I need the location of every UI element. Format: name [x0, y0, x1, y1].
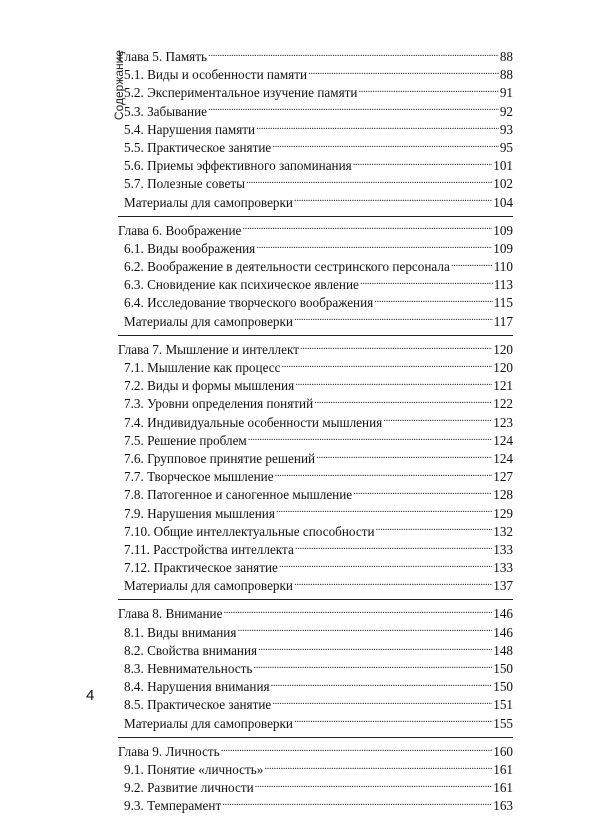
dot-leader — [279, 559, 492, 572]
toc-entry-title: 7.1. Мышление как процесс — [124, 360, 281, 375]
toc-entry[interactable] — [118, 175, 513, 193]
toc-entry-page: 128 — [493, 487, 513, 503]
dot-leader — [295, 541, 492, 554]
dot-leader — [294, 715, 492, 728]
dot-leader — [242, 222, 492, 235]
toc-entry-title: 5.1. Виды и особенности памяти — [124, 67, 308, 83]
dot-leader — [264, 761, 492, 774]
toc-entry-title: 7.5. Решение проблем — [124, 432, 247, 448]
dot-leader — [316, 450, 492, 463]
dot-leader — [237, 624, 492, 637]
toc-entry-title: 8.2. Свойства внимания — [124, 642, 258, 658]
toc-entry-page: 161 — [493, 780, 513, 796]
toc-chapter-heading[interactable] — [118, 605, 513, 623]
toc-entry-title: 7.2. Виды и формы мышления — [124, 378, 295, 394]
toc-entry[interactable] — [118, 761, 513, 779]
toc-entry[interactable] — [118, 559, 513, 577]
toc-entry-page: 109 — [493, 222, 513, 238]
dot-leader — [353, 486, 492, 499]
toc-entry-title: Глава 9. Личность — [118, 743, 220, 759]
toc-entry-page: 124 — [493, 432, 513, 448]
dot-leader — [360, 276, 493, 289]
dot-leader — [275, 468, 493, 481]
toc-entry-title: 8.4. Нарушения внимания — [124, 679, 270, 695]
toc-entry-title: Глава 6. Воображение — [118, 222, 242, 238]
toc-entry-page: 88 — [499, 49, 513, 64]
toc-entry[interactable] — [118, 577, 513, 595]
toc-entry-page: 93 — [499, 121, 513, 137]
toc-entry[interactable] — [118, 294, 513, 312]
dot-leader — [246, 175, 492, 188]
toc-entry-page: 133 — [493, 560, 513, 576]
toc-entry-title: 9.2. Развитие личности — [124, 780, 254, 796]
toc-entry-page: 110 — [493, 259, 513, 275]
dot-leader — [208, 103, 499, 116]
dot-leader — [271, 678, 493, 691]
dot-leader — [300, 341, 492, 354]
toc-entry-title: 5.2. Экспериментальное изучение памяти — [124, 85, 358, 101]
toc-entry[interactable] — [118, 121, 513, 139]
toc-entry[interactable] — [118, 139, 513, 157]
toc-entry-title: 5.3. Забывание — [124, 103, 207, 119]
dot-leader — [358, 84, 498, 97]
toc-entry[interactable] — [118, 157, 513, 175]
toc-entry-page: 109 — [493, 240, 513, 256]
toc-entry-page: 132 — [493, 523, 513, 539]
running-section-title: Содержание — [112, 49, 127, 121]
toc-entry-title: Материалы для самопроверки — [124, 715, 293, 731]
dot-leader — [208, 48, 499, 61]
toc-entry-page: 88 — [499, 67, 513, 83]
dot-leader — [374, 294, 492, 307]
toc-entry-page: 91 — [499, 85, 513, 101]
toc-entry[interactable] — [118, 715, 513, 733]
toc-entry[interactable] — [118, 642, 513, 660]
toc-chapter-heading[interactable] — [118, 341, 513, 359]
toc-entry[interactable] — [118, 624, 513, 642]
toc-entry-title: 6.4. Исследование творческого воображения — [124, 295, 374, 311]
toc-entry-page: 115 — [493, 295, 513, 311]
dot-leader — [294, 194, 492, 207]
page-number: 4 — [86, 687, 95, 704]
toc-entry-page: 102 — [493, 176, 513, 192]
toc-entry-page: 161 — [493, 761, 513, 777]
toc-entry-page: 155 — [493, 715, 513, 731]
toc-entry-page: 150 — [493, 679, 513, 695]
toc-chapter — [118, 335, 513, 600]
toc-entry[interactable] — [118, 194, 513, 212]
toc-entry-title: 7.4. Индивидуальные особенности мышления — [124, 414, 383, 430]
dot-leader — [255, 779, 493, 792]
dot-leader — [383, 414, 492, 427]
dot-leader — [222, 797, 492, 810]
dot-leader — [294, 577, 492, 590]
toc-entry-title: Материалы для самопроверки — [124, 578, 293, 594]
toc-entry-title: Глава 8. Внимание — [118, 606, 223, 622]
toc-entry-page: 95 — [499, 139, 513, 155]
toc-entry[interactable] — [118, 541, 513, 559]
toc-entry[interactable] — [118, 797, 513, 815]
toc-entry-title: 6.3. Сновидение как психическое явление — [124, 277, 359, 293]
toc-entry[interactable] — [118, 696, 513, 714]
toc-entry-page: 151 — [493, 697, 513, 713]
toc-entry[interactable] — [118, 779, 513, 797]
toc-entry-title: 5.6. Приемы эффективного запоминания — [124, 158, 352, 174]
toc-entry-page: 148 — [493, 642, 513, 658]
toc-entry-page: 160 — [493, 743, 513, 759]
toc-entry-page: 146 — [493, 624, 513, 640]
toc-entry[interactable] — [118, 395, 513, 413]
toc-entry-page: 121 — [493, 378, 513, 394]
toc-entry-page: 92 — [499, 103, 513, 119]
dot-leader — [248, 432, 492, 445]
toc-entry-title: Глава 5. Память — [118, 49, 208, 64]
toc-entry-title: 9.1. Понятие «личность» — [124, 761, 264, 777]
toc-entry[interactable] — [118, 523, 513, 541]
toc-entry[interactable] — [118, 377, 513, 395]
toc-entry-title: 7.12. Практическое занятие — [124, 560, 278, 576]
toc-entry-page: 113 — [493, 277, 513, 293]
toc-entry-title: 8.3. Невнимательность — [124, 661, 253, 676]
dot-leader — [272, 696, 492, 709]
toc-entry[interactable] — [118, 103, 513, 121]
toc-entry[interactable] — [118, 313, 513, 331]
toc-entry-title: 9.3. Темперамент — [124, 798, 222, 814]
dot-leader — [256, 121, 499, 134]
toc-entry-page: 146 — [493, 606, 513, 622]
dot-leader — [256, 240, 492, 253]
toc-entry-title: 8.1. Виды внимания — [124, 624, 237, 640]
toc-entry[interactable] — [118, 276, 513, 294]
dot-leader — [272, 139, 499, 152]
toc-entry-page: 137 — [493, 578, 513, 594]
toc-entry-title: 8.5. Практическое занятие — [124, 697, 272, 713]
toc-entry[interactable] — [118, 505, 513, 523]
toc-chapter — [118, 216, 513, 335]
dot-leader — [223, 605, 492, 618]
toc-chapter-heading[interactable] — [118, 48, 513, 66]
toc-entry-title: 7.3. Уровни определения понятий — [124, 396, 314, 412]
toc-entry-page: 129 — [493, 505, 513, 521]
toc-entry[interactable] — [118, 486, 513, 504]
toc-entry-page: 104 — [493, 194, 513, 210]
toc-entry[interactable] — [118, 450, 513, 468]
dot-leader — [221, 743, 493, 756]
toc-chapter — [118, 737, 513, 820]
table-of-contents — [118, 48, 513, 820]
dot-leader — [376, 523, 493, 536]
toc-entry[interactable] — [118, 84, 513, 102]
toc-entry-title: 6.1. Виды воображения — [124, 240, 256, 256]
toc-entry[interactable] — [118, 66, 513, 84]
toc-entry-title: 7.9. Нарушения мышления — [124, 505, 275, 521]
toc-entry-page: 101 — [493, 158, 513, 174]
dot-leader — [276, 505, 492, 518]
toc-entry[interactable] — [118, 660, 513, 678]
toc-entry[interactable] — [118, 432, 513, 450]
toc-entry-page: 120 — [493, 341, 513, 357]
toc-entry-title: 7.11. Расстройства интеллекта — [124, 541, 294, 557]
toc-entry-page: 163 — [493, 798, 513, 814]
dot-leader — [294, 313, 493, 326]
toc-chapter-heading[interactable] — [118, 743, 513, 761]
toc-entry-page: 150 — [493, 661, 513, 676]
toc-chapter — [118, 48, 513, 216]
toc-entry-title: 5.4. Нарушения памяти — [124, 121, 256, 137]
toc-entry-page: 123 — [493, 414, 513, 430]
dot-leader — [308, 66, 499, 79]
toc-entry-page: 124 — [493, 450, 513, 466]
dot-leader — [451, 258, 493, 271]
toc-entry-title: Глава 7. Мышление и интеллект — [118, 341, 299, 357]
toc-entry[interactable] — [118, 359, 513, 377]
toc-entry[interactable] — [118, 258, 513, 276]
toc-entry-page: 133 — [493, 541, 513, 557]
toc-entry-title: 7.10. Общие интеллектуальные способности — [124, 523, 375, 539]
toc-chapter — [118, 599, 513, 736]
toc-entry-title: 7.7. Творческое мышление — [124, 469, 274, 485]
toc-entry-title: Материалы для самопроверки — [124, 194, 293, 210]
toc-entry-title: 7.8. Патогенное и саногенное мышление — [124, 487, 353, 503]
toc-entry-page: 117 — [493, 313, 513, 329]
toc-entry[interactable] — [118, 678, 513, 696]
toc-entry-page: 120 — [493, 360, 513, 375]
toc-entry[interactable] — [118, 468, 513, 486]
dot-leader — [281, 359, 492, 372]
toc-entry-title: 6.2. Воображение в деятельности сестринского персонала — [124, 259, 450, 275]
toc-entry[interactable] — [118, 240, 513, 258]
dot-leader — [253, 660, 492, 673]
toc-entry-title: 5.7. Полезные советы — [124, 176, 245, 192]
toc-chapter-heading[interactable] — [118, 222, 513, 240]
dot-leader — [314, 395, 492, 408]
toc-entry[interactable] — [118, 414, 513, 432]
toc-entry-title: Материалы для самопроверки — [124, 313, 293, 329]
toc-entry-page: 127 — [493, 469, 513, 485]
dot-leader — [258, 642, 492, 655]
dot-leader — [295, 377, 492, 390]
toc-entry-page: 122 — [493, 396, 513, 412]
toc-entry-title: 5.5. Практическое занятие — [124, 139, 272, 155]
toc-entry-title: 7.6. Групповое принятие решений — [124, 450, 316, 466]
dot-leader — [353, 157, 492, 170]
